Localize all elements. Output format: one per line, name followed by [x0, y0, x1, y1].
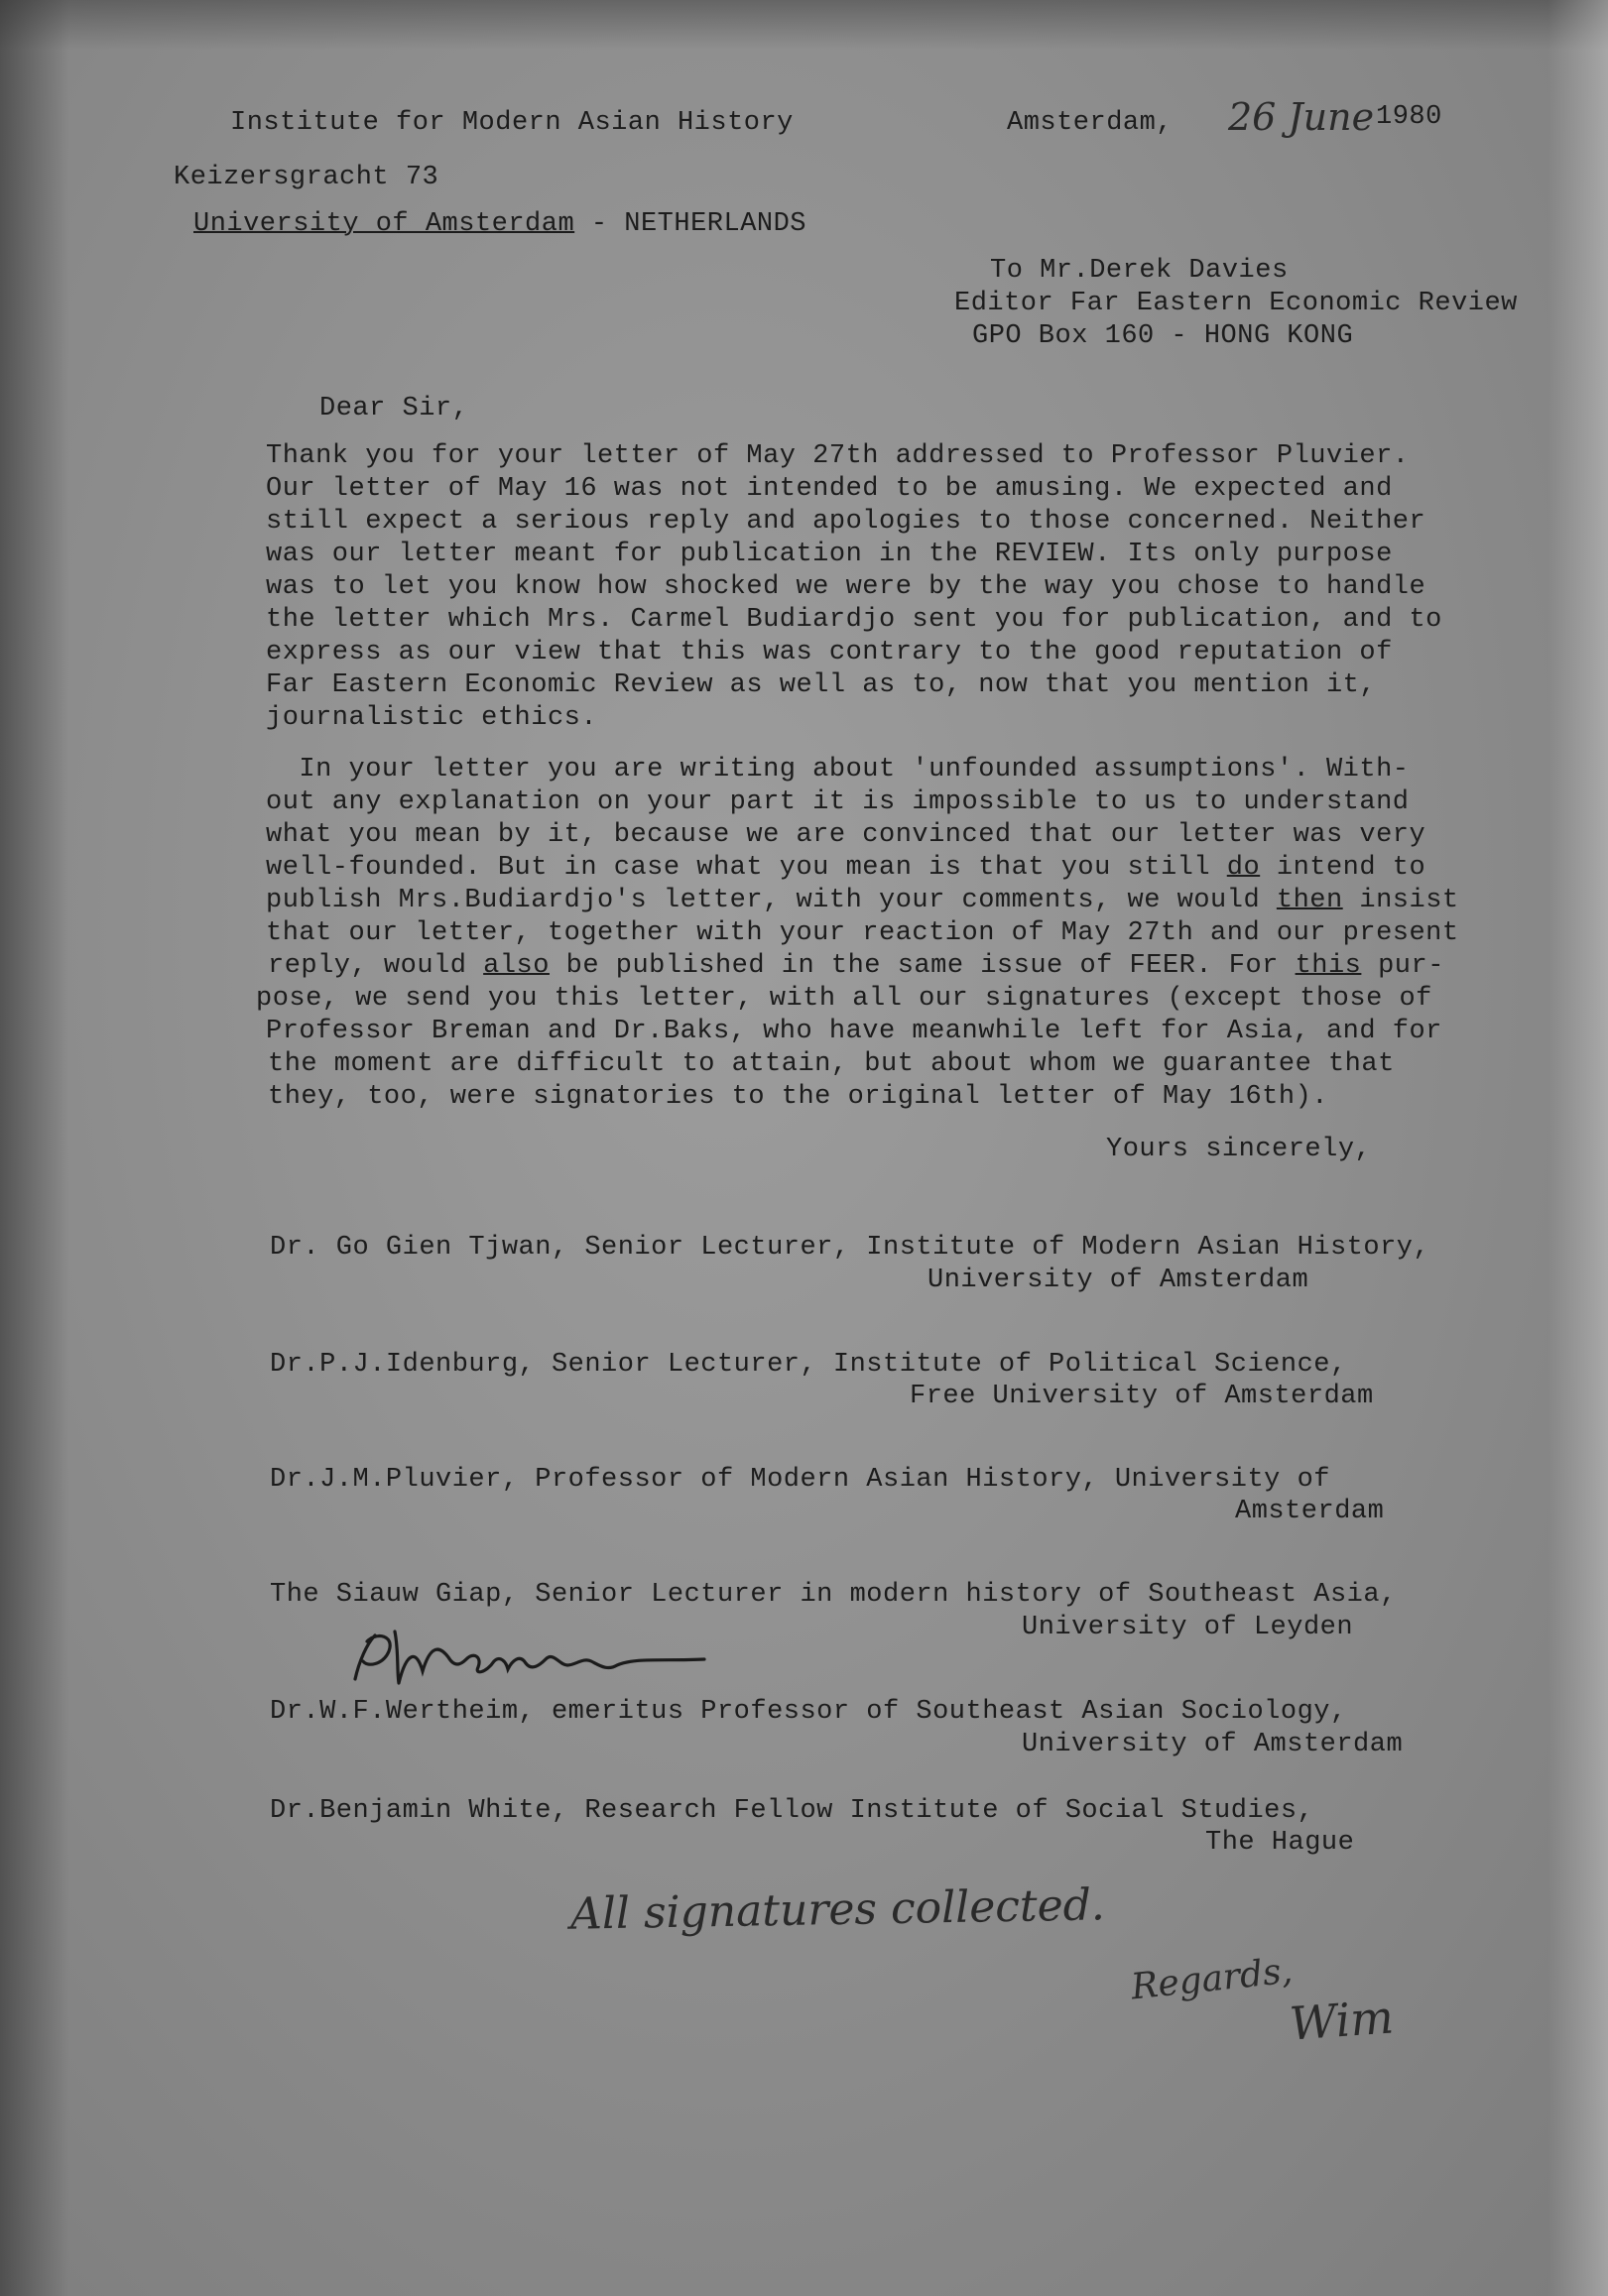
p1-line: the letter which Mrs. Carmel Budiardjo sent you for publication, and to: [266, 605, 1442, 635]
signatory-line: Dr.J.M.Pluvier, Professor of Modern Asian History, University of: [270, 1465, 1330, 1495]
p2-line: reply, would also be published in the same issue of FEER. For this pur-: [268, 951, 1444, 981]
signatory-affiliation: Amsterdam: [1235, 1497, 1385, 1526]
p1-line: was our letter meant for publication in the REVIEW. Its only purpose: [266, 540, 1393, 569]
underlined-do: do: [1226, 853, 1261, 883]
handwritten-date: 26 June: [1228, 95, 1375, 139]
handwritten-regards: Regards,: [1129, 1950, 1295, 2008]
letterhead-street: Keizersgracht 73: [174, 163, 439, 192]
letterhead-university-line: [193, 208, 806, 240]
signatory-affiliation: University of Amsterdam: [1022, 1730, 1404, 1759]
handwritten-note: All signatures collected.: [569, 1879, 1106, 1940]
p1-line: still expect a serious reply and apologies to those concerned. Neither: [266, 507, 1426, 537]
underlined-this: this: [1295, 951, 1362, 981]
p1-line: was to let you know how shocked we were by the way you chose to handle: [266, 572, 1426, 602]
dateline-place: Amsterdam,: [1007, 108, 1174, 138]
p2-line: Professor Breman and Dr.Baks, who have meanwhile left for Asia, and for: [266, 1017, 1442, 1046]
p1-line: Our letter of May 16 was not intended to be amusing. We expected and: [266, 474, 1393, 504]
signatory-affiliation: Free University of Amsterdam: [910, 1382, 1374, 1411]
p1-line: Far Eastern Economic Review as well as to, now that you mention it,: [266, 670, 1377, 700]
p2-line: the moment are difficult to attain, but about whom we guarantee that: [268, 1049, 1395, 1079]
signatory-affiliation: The Hague: [1205, 1828, 1355, 1858]
signatory-line: Dr. Go Gien Tjwan, Senior Lecturer, Institute of Modern Asian History,: [270, 1233, 1430, 1263]
p2-line: publish Mrs.Budiardjo's letter, with your comments, we would then insist: [266, 886, 1459, 915]
p2-line: that our letter, together with your reaction of May 27th and our present: [266, 918, 1459, 948]
signatory-line: Dr.Benjamin White, Research Fellow Institute of Social Studies,: [270, 1796, 1314, 1826]
closing: Yours sincerely,: [1106, 1135, 1372, 1164]
p2-line: out any explanation on your part it is impossible to us to understand: [266, 787, 1410, 817]
dateline-year: 1980: [1376, 102, 1442, 132]
p1-line: journalistic ethics.: [266, 703, 598, 733]
recipient-line-2: Editor Far Eastern Economic Review: [954, 289, 1518, 318]
underlined-also: also: [483, 951, 550, 981]
handwritten-initials: Wim: [1288, 1990, 1396, 2051]
p2-line: In your letter you are writing about 'unfounded assumptions'. With-: [266, 755, 1410, 785]
p1-line: express as our view that this was contrary to the good reputation of: [266, 638, 1393, 667]
underlined-then: then: [1276, 886, 1343, 915]
signatory-line: Dr.P.J.Idenburg, Senior Lecturer, Institute of Political Science,: [270, 1350, 1347, 1380]
letterhead-institute: Institute for Modern Asian History: [230, 108, 794, 138]
letterhead-country: - NETHERLANDS: [590, 209, 807, 239]
signatory-line: The Siauw Giap, Senior Lecturer in modern history of Southeast Asia,: [270, 1580, 1397, 1610]
salutation: Dear Sir,: [319, 394, 469, 423]
letterhead-university: University of Amsterdam: [193, 209, 575, 239]
signatory-line: Dr.W.F.Wertheim, emeritus Professor of Southeast Asian Sociology,: [270, 1697, 1347, 1727]
p2-line: well-founded. But in case what you mean is that you still do intend to: [266, 853, 1426, 883]
scan-shadow-top: [0, 0, 1608, 50]
p2-line: they, too, were signatories to the original letter of May 16th).: [268, 1082, 1328, 1112]
p1-line: Thank you for your letter of May 27th addressed to Professor Pluvier.: [266, 441, 1410, 471]
scan-highlight-right: [1548, 0, 1608, 2296]
p2-line: what you mean by it, because we are convinced that our letter was very: [266, 820, 1426, 850]
recipient-line-1: To Mr.Derek Davies: [990, 256, 1289, 286]
p2-line: pose, we send you this letter, with all our signatures (except those of: [256, 984, 1432, 1014]
signatory-affiliation: University of Amsterdam: [928, 1266, 1309, 1295]
recipient-line-3: GPO Box 160 - HONG KONG: [972, 321, 1354, 351]
scan-shadow-left: [0, 0, 69, 2296]
signatory-affiliation: University of Leyden: [1022, 1613, 1354, 1642]
